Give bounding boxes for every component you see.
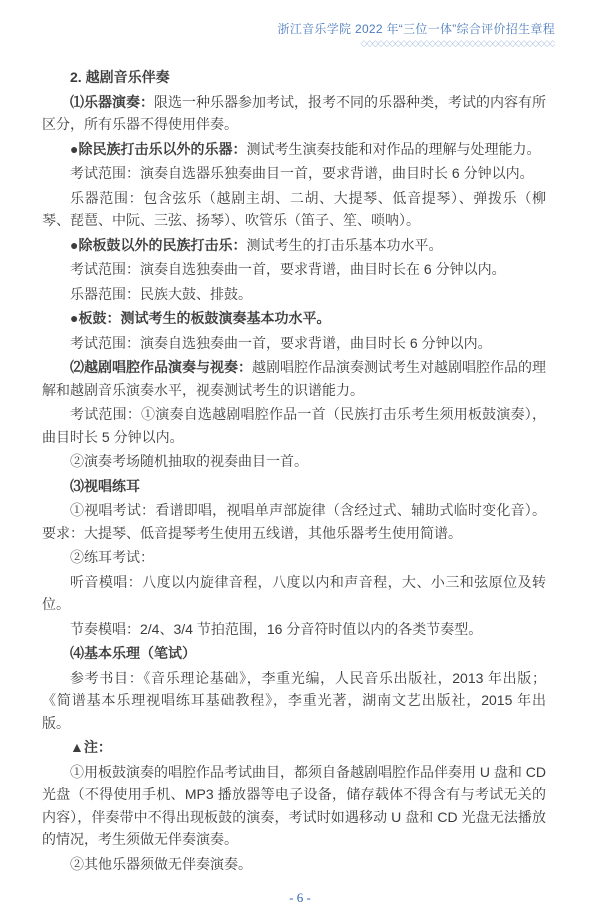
paragraph: ●除民族打击乐以外的乐器：测试考生演奏技能和对作品的理解与处理能力。 [70,140,541,157]
paragraph-bold-label: ⑵越剧唱腔作品演奏与视奏： [70,359,252,375]
paragraph-bold-label: ⑷基本乐理（笔试） [70,645,196,661]
paragraph: ①视唱考试：看谱即唱，视唱单声部旋律（含经过式、辅助式临时变化音）。要求：大提琴、低音提琴考生使用五线谱，其他乐器考生使用简谱。 [42,502,546,541]
paragraph-bold-label: ●板鼓：测试考生的板鼓演奏基本功水平。 [70,310,331,326]
paragraph [42,66,546,89]
paragraph: ②演奏考场随机抽取的视奏曲目一首。 [70,453,308,469]
content [42,64,546,877]
chain-decoration: ◇◇◇◇◇◇◇◇◇◇◇◇◇◇◇◇◇◇◇◇◇◇◇◇◇◇◇◇◇◇◇◇◇◇ [360,39,555,48]
page-header [278,21,555,48]
paragraph: 听音模唱：八度以内旋律音程，八度以内和声音程，大、小三和弦原位及转位。 [42,573,546,612]
paragraph: 考试范围：①演奏自选越剧唱腔作品一首（民族打击乐考生须用板鼓演奏），曲目时长 5 分钟以内。 [42,406,546,445]
paragraph: 乐器范围：包含弦乐（越剧主胡、二胡、大提琴、低音提琴）、弹拨乐（柳琴、琵琶、中阮、三弦、扬琴）、吹管乐（笛子、笙、唢呐）。 [42,189,546,228]
paragraph-bold-label: ▲注： [70,739,112,755]
paragraph-bold-label: ●除民族打击乐以外的乐器： [70,140,247,157]
paragraph [42,307,546,330]
paragraph: ⑵越剧唱腔作品演奏与视奏：越剧唱腔作品演奏测试考生对越剧唱腔作品的理解和越剧音乐演奏水平，视奏测试考生的识谱能力。 [42,359,546,398]
paragraph: 节奏模唱：2/4、3/4 节拍范围，16 分音符时值以内的各类节奏型。 [70,620,483,637]
paragraph: 考试范围：演奏自选独奏曲一首，要求背谱，曲目时长 6 分钟以内。 [70,334,492,351]
header-title: 浙江音乐学院 2022 年“三位一体”综合评价招生章程 [277,22,555,36]
paragraph: ⑴乐器演奏：限选一种乐器参加考试，报考不同的乐器种类，考试的内容有所区分，所有乐器不得使用伴奏。 [42,93,546,132]
paragraph-bold-label: ⑴乐器演奏： [70,93,154,110]
page-footer [0,889,600,907]
paragraph [42,475,546,498]
paragraph: ②练耳考试： [70,549,154,565]
paragraph: 参考书目：《音乐理论基础》，李重光编，人民音乐出版社，2013 年出版；《简谱基本乐理视唱练耳基础教程》，李重光著，湖南文艺出版社，2015 年出版。 [42,669,546,731]
paragraph: 考试范围：演奏自选器乐独奏曲目一首，要求背谱，曲目时长 6 分钟以内。 [70,165,534,181]
paragraph-bold-label: 2. 越剧音乐伴奏 [70,69,170,85]
paragraph: ●除板鼓以外的民族打击乐：测试考生的打击乐基本功水平。 [70,236,443,253]
paragraph [42,642,546,665]
paragraph [42,736,546,759]
paragraph: 考试范围：演奏自选独奏曲一首，要求背谱，曲目时长在 6 分钟以内。 [70,261,506,277]
paragraph-bold-label: ⑶视唱练耳 [70,477,140,494]
page-number: - 6 - [289,890,311,905]
paragraph: ①用板鼓演奏的唱腔作品考试曲目，都须自备越剧唱腔作品伴奏用 U 盘和 CD 光盘（不得使用手机、MP3 播放器等电子设备，储存载体不得含有与考试无关的内容），伴奏带中不得出现板鼓的演奏，考试时如遇移动 U 盘和 CD 光盘无法播放的情况，考生须做无伴奏演奏。 [42,763,546,847]
paragraph: ②其他乐器须做无伴奏演奏。 [70,855,252,872]
paragraph-bold-label: ●除板鼓以外的民族打击乐： [70,236,247,253]
paragraph: 乐器范围：民族大鼓、排鼓。 [70,285,252,302]
